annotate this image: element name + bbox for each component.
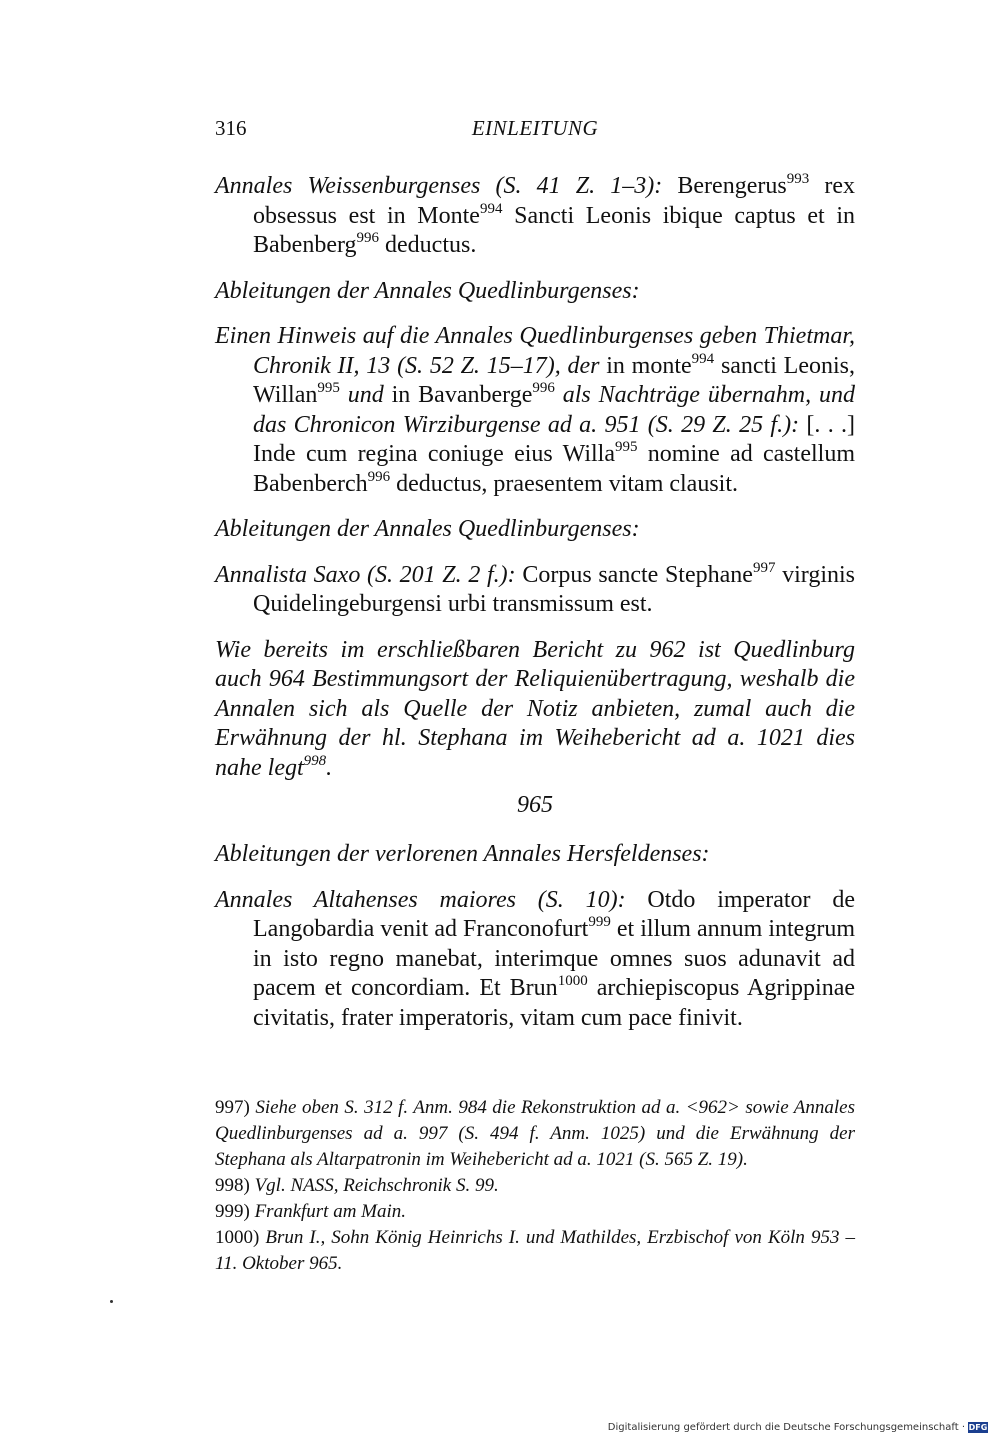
footnote-ref: 999 [588, 914, 611, 930]
section-heading: Ableitungen der Annales Quedlinburgenses: [215, 277, 640, 304]
source-citation: Annales Altahenses maiores (S. 10): [215, 886, 626, 913]
entry-annalista-saxo [215, 561, 855, 620]
footnote-text: Vgl. NASS, Reichschronik S. 99. [249, 1175, 499, 1196]
commentary-text: Einen Hinweis auf die Annales Quedlinburgenses geben Thietmar, Chronik II, 13 (S. 52 Z. 15–17), der [215, 323, 855, 379]
entry-annales-altahenses [215, 886, 855, 1034]
footnote-ref: 998 [303, 752, 327, 769]
dfg-logo-icon: DFG [968, 1423, 988, 1432]
main-text-lower [215, 840, 855, 1049]
note-end: . [326, 754, 333, 781]
entry-thietmar-chronicon [215, 322, 855, 499]
entry-annales-weissenburgenses [215, 172, 855, 261]
footnote-1000 [215, 1225, 855, 1277]
source-citation: Annalista Saxo (S. 201 Z. 2 f.): [215, 561, 516, 588]
footnote-ref: 1000 [557, 973, 588, 989]
year-heading: 965 [517, 792, 553, 818]
footnote-text: Siehe oben S. 312 f. Anm. 984 die Rekonstruktion ad a. <962> sowie Annales Quedlinburgenses ad a. 997 (S. 494 f. Anm. 1025) und die Erwähnung der Stephana als Altarpatronin im Weihebericht ad a. 1021 (S. 565 Z. 19). [215, 1097, 855, 1170]
footnote-text: Brun I., Sohn König Heinrichs I. und Mathildes, Erzbischof von Köln 953 – 11. Oktober 965. [215, 1227, 855, 1274]
entry-text: archiepiscopus Agrippinae civitatis, frater imperatoris, vitam cum pace finivit. [253, 975, 856, 1031]
footnotes [215, 1095, 855, 1277]
commentary-text: als Nachträge übernahm, und das Chronicon Wirziburgense ad a. 951 (S. 29 Z. 25 f.): [253, 382, 856, 438]
running-title: EINLEITUNG [471, 116, 599, 140]
section-heading: Ableitungen der Annales Quedlinburgenses: [215, 516, 640, 542]
credit-text: Digitalisierung gefördert durch die Deutsche Forschungsgemeinschaft · [607, 1422, 965, 1433]
entry-text: in Bavanberge [383, 382, 533, 408]
footnote-997 [215, 1095, 855, 1173]
entry-text: nomine ad castellum Babenberch [253, 441, 855, 497]
entry-text: rex obsessus est in Monte [253, 173, 855, 229]
digitization-credit [608, 1422, 988, 1433]
footnote-ref: 996 [532, 380, 555, 396]
commentary-text: und [339, 382, 384, 408]
entry-text: deductus. [379, 232, 477, 258]
footnote-number: 998) [215, 1175, 250, 1196]
entry-text: Otdo imperator de Langobardia venit ad Franconofurt [253, 886, 855, 942]
footnote-text: Frankfurt am Main. [249, 1201, 407, 1222]
page-number: 316 [215, 116, 247, 140]
entry-text: sancti Leonis, Willan [253, 352, 856, 408]
footnote-ref: 996 [356, 230, 380, 246]
entry-text: et illum annum integrum in isto regno manebat, interimque omnes suos adunavit ad pacem et concordiam. Et Brun [253, 916, 855, 1001]
footnote-number: 997) [215, 1097, 250, 1118]
page-header [215, 116, 855, 148]
note-text: Wie bereits im erschließbaren Bericht zu 962 ist Quedlinburg auch 964 Bestimmungsort der Reliquienübertragung, weshalb die Annalen sich als Quelle der Notiz anbieten, zumal auch die Erwähnung der hl. Stephana im Weihebericht ad a. 1021 dies nahe legt [215, 636, 855, 781]
footnote-number: 999) [215, 1201, 250, 1222]
scan-speck [110, 1300, 113, 1303]
editorial-note [215, 636, 855, 784]
footnote-ref: 994 [479, 200, 503, 217]
footnote-999 [215, 1199, 855, 1225]
footnote-ref: 996 [367, 468, 391, 485]
entry-text: deductus, praesentem vitam clausit. [390, 470, 739, 497]
main-text-upper [215, 172, 855, 783]
entry-text: in monte [599, 352, 692, 379]
footnote-ref: 995 [317, 380, 340, 396]
entry-text: Corpus sancte Stephane [515, 561, 753, 588]
entry-text: Berengerus [662, 173, 787, 199]
footnote-ref: 995 [614, 439, 638, 455]
footnote-ref: 997 [752, 559, 776, 576]
source-citation: Annales Weissenburgenses (S. 41 Z. 1–3): [215, 173, 663, 199]
footnote-998 [215, 1173, 855, 1199]
footnote-number: 1000) [215, 1227, 260, 1248]
section-heading: Ableitungen der verlorenen Annales Hersfeldenses: [215, 841, 710, 867]
footnote-ref: 994 [691, 350, 715, 367]
entry-text: virginis Quidelingeburgensi urbi transmissum est. [253, 561, 856, 617]
entry-text: Sancti Leonis ibique captus et in Babenberg [253, 202, 855, 258]
footnote-ref: 993 [786, 171, 810, 187]
entry-text: [. . .] Inde cum regina coniuge eius Willa [253, 411, 855, 467]
